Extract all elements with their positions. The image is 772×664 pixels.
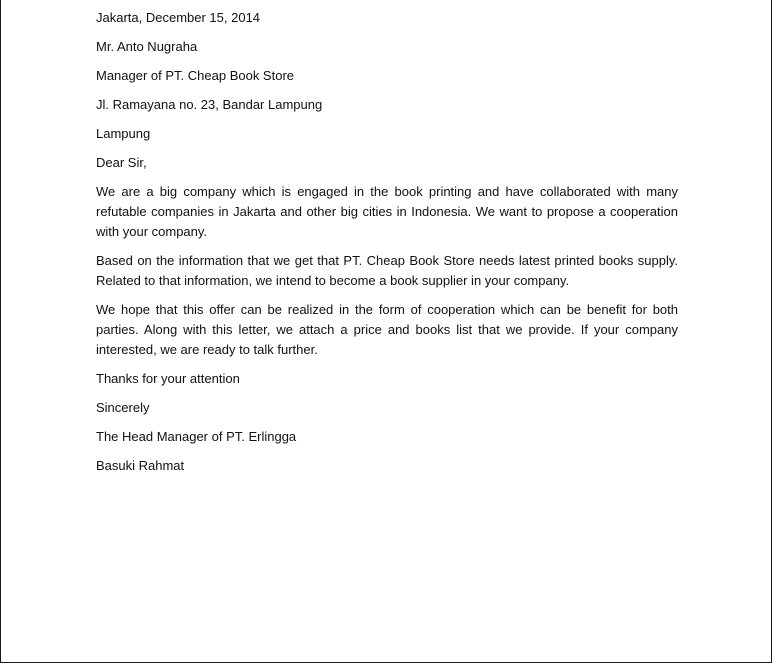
thanks-line: Thanks for your attention (96, 371, 240, 386)
letter-date: Jakarta, December 15, 2014 (96, 10, 261, 25)
body-paragraph-1: We are a big company which is engaged in the book printing and have collaborated with many refutable companies in Jakarta and other big cities in Indonesia. We want to propose a cooperation with your company. (96, 184, 678, 239)
letter-body (96, 8, 678, 485)
closing-line: Sincerely (96, 400, 150, 415)
sender-name: Basuki Rahmat (96, 458, 185, 473)
recipient-city: Lampung (96, 126, 151, 141)
salutation: Dear Sir, (96, 155, 147, 170)
sender-title: The Head Manager of PT. Erlingga (96, 429, 297, 444)
recipient-address: Jl. Ramayana no. 23, Bandar Lampung (96, 97, 323, 112)
body-paragraph-2: Based on the information that we get that PT. Cheap Book Store needs latest printed books supply. Related to that information, we intend to become a book supplier in your company. (96, 253, 678, 288)
recipient-name: Mr. Anto Nugraha (96, 39, 198, 54)
recipient-title: Manager of PT. Cheap Book Store (96, 68, 295, 83)
body-paragraph-3: We hope that this offer can be realized in the form of cooperation which can be benefit for both parties. Along with this letter, we attach a price and books list that we provide. If your company interested, we are ready to talk further. (96, 302, 678, 357)
